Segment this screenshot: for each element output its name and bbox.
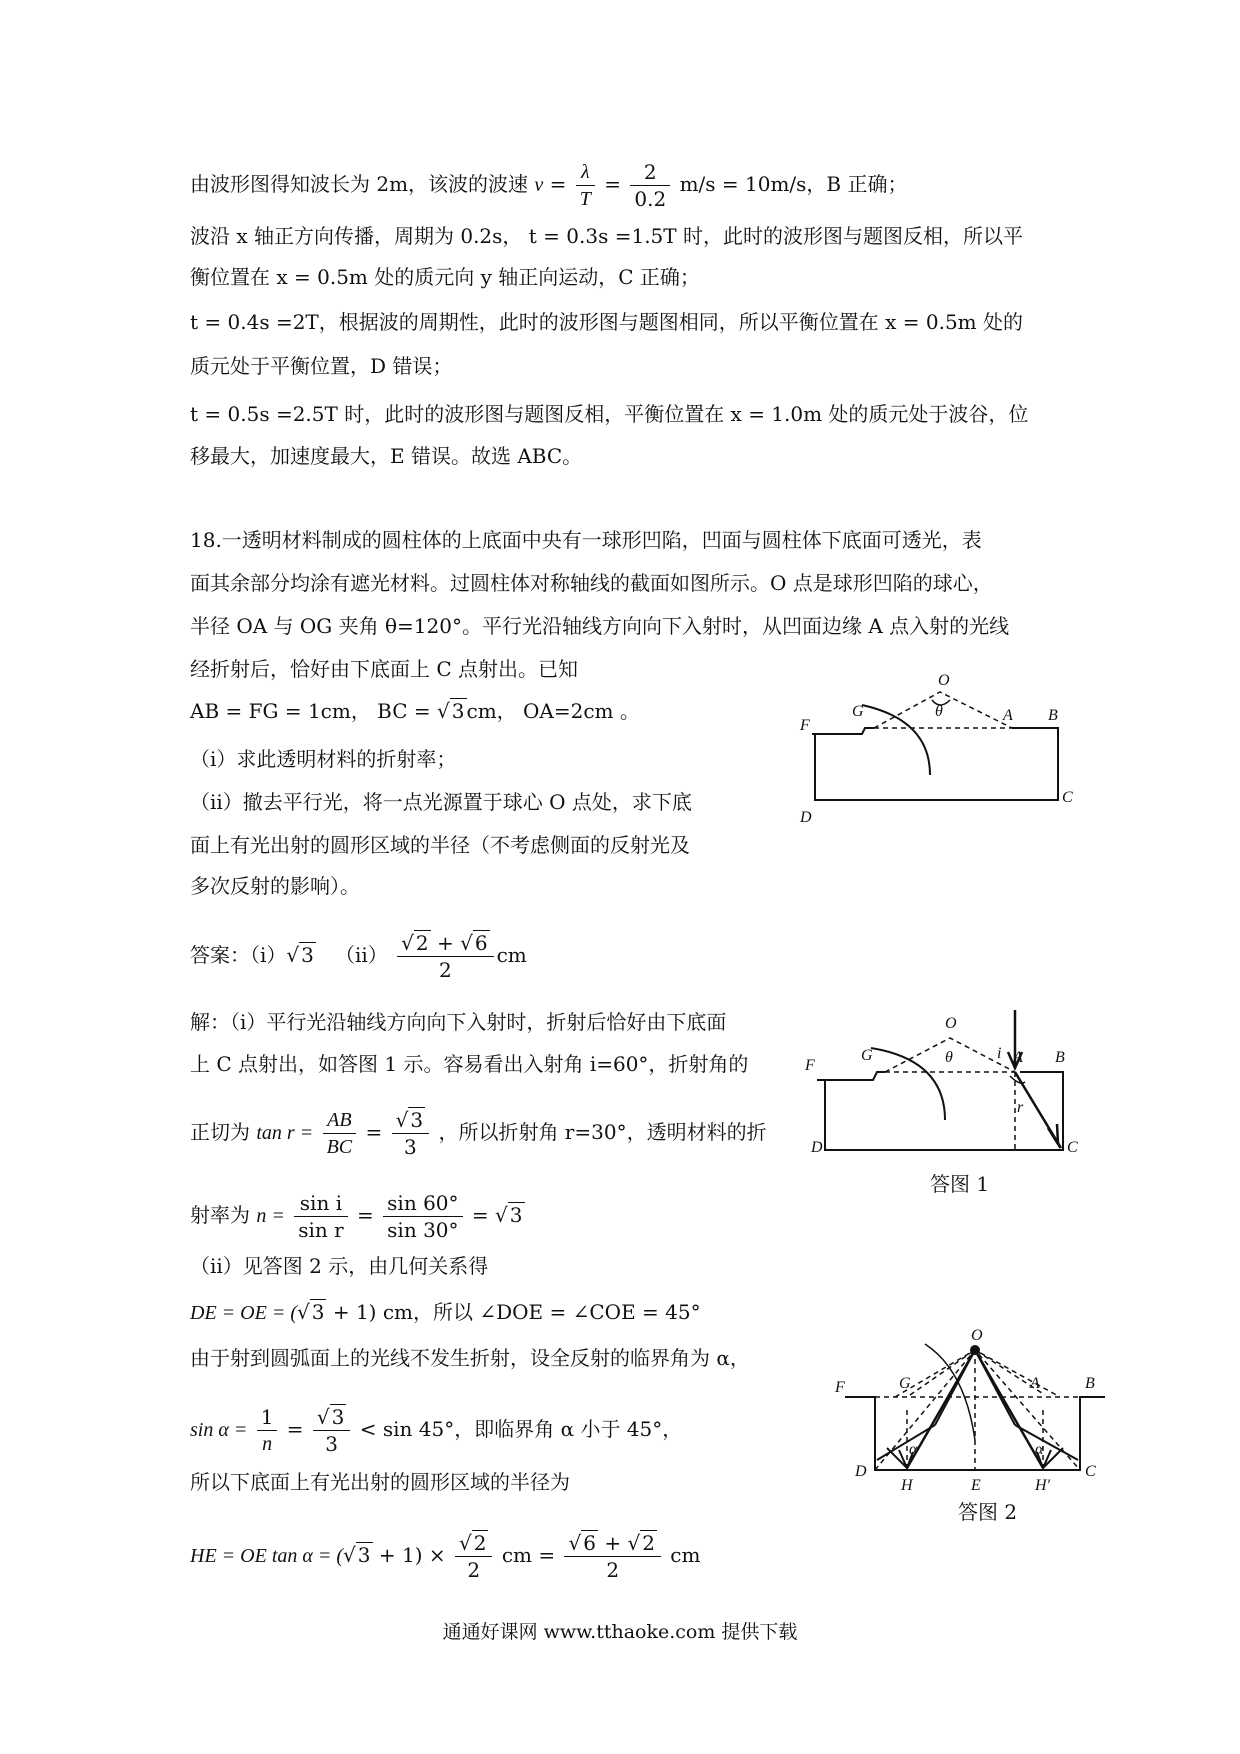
answer-fraction: $\frac{√ 2 + √ 6}{2}$ <box>397 930 493 983</box>
label-theta: θ <box>945 1049 953 1066</box>
label-B: B <box>1048 707 1058 724</box>
figure-answer-1 <box>805 1010 1085 1160</box>
caption-answer-1: 答图 1 <box>930 1172 990 1196</box>
p18-question-line-2: 面其余部分均涂有遮光材料。过圆柱体对称轴线的截面如图所示。O 点是球形凹陷的球心， <box>190 571 993 595</box>
label-r: r <box>1017 1099 1024 1116</box>
p18-question-line-3: 半径 OA 与 OG 夹角 θ=120°。平行光沿轴线方向向下入射时，从凹面边缘 A 点入射的光线 <box>190 614 1010 638</box>
label-D: D <box>811 1139 823 1156</box>
label-O: O <box>938 672 950 689</box>
label-A: A <box>1003 707 1013 724</box>
p17-line-6: t = 0.5s =2.5T 时，此时的波形图与题图反相，平衡位置在 x = 1.0m 处的质元处于波谷，位 <box>190 402 1029 426</box>
label-A: A <box>1013 1049 1023 1066</box>
p18-question-line-6: （i）求此透明材料的折射率； <box>190 747 457 771</box>
label-D: D <box>855 1463 867 1480</box>
math-v: v <box>534 174 544 196</box>
label-i: i <box>997 1045 1002 1062</box>
p18-question-line-5: AB = FG = 1cm， BC = √ 3 cm， OA=2cm 。 <box>190 699 640 723</box>
label-C: C <box>1085 1463 1096 1480</box>
sqrt-3: √ 3 <box>437 699 465 723</box>
label-F: F <box>805 1057 815 1074</box>
p18-question-line-8: 面上有光出射的圆形区域的半径（不考虑侧面的反射光及 <box>190 833 690 857</box>
page-footer: 通通好课网 www.tthaoke.com 提供下载 <box>442 1621 798 1643</box>
label-alpha-right: α <box>1035 1441 1044 1458</box>
label-H: H <box>901 1477 913 1494</box>
label-H-prime: H′ <box>1035 1477 1051 1494</box>
label-A: A <box>1030 1375 1040 1392</box>
label-F: F <box>800 717 810 734</box>
label-theta: θ <box>935 703 943 720</box>
caption-answer-2: 答图 2 <box>958 1500 1018 1524</box>
label-B: B <box>1055 1049 1065 1066</box>
figure-1-svg <box>800 670 1080 830</box>
p17-line-2: 波沿 x 轴正方向传播，周期为 0.2s， t = 0.3s =1.5T 时，此时的波形图与题图反相，所以平 <box>190 224 1023 248</box>
p17-line-3: 衡位置在 x = 0.5m 处的质元向 y 轴正向运动，C 正确； <box>190 265 700 289</box>
figure-answer-2 <box>835 1327 1115 1494</box>
text: 由波形图得知波长为 2m，该波的波速 <box>190 172 529 196</box>
label-alpha-left: α <box>909 1441 918 1458</box>
p18-solution-line-3: 正切为 tan r = $\frac{AB}{BC}$ = $\frac{√ 3}{3}$ ，所以折射角 r=30°，透明材料的折 <box>190 1108 767 1159</box>
fraction-lambda-T: $\frac{\lambda}{T}$ <box>576 159 595 212</box>
label-E: E <box>971 1477 981 1494</box>
p17-line-1: 由波形图得知波长为 2m，该波的波速 v = $\frac{\lambda}{T}$ = $\frac{2}{0.2}$ m/s = 10m/s，B 正确； <box>190 160 908 211</box>
label-F: F <box>835 1379 845 1396</box>
text: m/s = 10m/s，B 正确； <box>679 172 908 196</box>
p18-solution-line-7: 由于射到圆弧面上的光线不发生折射，设全反射的临界角为 α， <box>190 1346 750 1370</box>
p18-answer: 答案：（i）√ 3 （ii） $\frac{√ 2 + √ 6}{2}$ cm <box>190 931 527 982</box>
p18-solution-line-1: 解：（i）平行光沿轴线方向向下入射时，折射后恰好由下底面 <box>190 1010 727 1034</box>
figure-2-svg <box>805 1010 1085 1160</box>
label-D: D <box>800 809 812 826</box>
label-G: G <box>899 1375 911 1392</box>
p18-solution-line-9: 所以下底面上有光出射的圆形区域的半径为 <box>190 1470 570 1494</box>
label-G: G <box>852 703 864 720</box>
p18-solution-line-10: HE = OE tan α = (√ 3 + 1) × $\frac{√ 2}{2}$ cm = $\frac{√ 6 + √ 2}{2}$ cm <box>190 1531 701 1582</box>
label-O: O <box>945 1015 957 1032</box>
p18-question-line-7: （ii）撤去平行光，将一点光源置于球心 O 点处，求下底 <box>190 790 692 814</box>
label-B: B <box>1085 1375 1095 1392</box>
p18-solution-line-4: 射率为 n = $\frac{\text{sin i}}{\text{sin r}}$ = $\frac{\sin 60^\circ}{\sin 30^\circ}$ = √ 3 <box>190 1191 523 1242</box>
p17-line-7: 移最大，加速度最大，E 错误。故选 ABC。 <box>190 444 583 468</box>
p18-solution-line-5: （ii）见答图 2 示，由几何关系得 <box>190 1254 489 1278</box>
p18-question-line-1: 18.一透明材料制成的圆柱体的上底面中央有一球形凹陷，凹面与圆柱体下底面可透光，表 <box>190 528 982 552</box>
p18-solution-line-6: DE = OE = (√ 3 + 1) cm，所以 ∠DOE = ∠COE = 45° <box>190 1300 701 1324</box>
p17-line-5: 质元处于平衡位置，D 错误； <box>190 354 453 378</box>
figure-problem-18 <box>800 670 1080 830</box>
p17-line-4: t = 0.4s =2T，根据波的周期性，此时的波形图与题图相同，所以平衡位置在 x = 0.5m 处的 <box>190 310 1023 334</box>
label-C: C <box>1067 1139 1078 1156</box>
sqrt-3: √ 3 <box>286 943 314 967</box>
label-G: G <box>861 1047 873 1064</box>
p18-question-line-9: 多次反射的影响）。 <box>190 874 360 898</box>
p18-solution-line-8: sin α = $\frac{1}{n}$ = $\frac{√ 3}{3}$ < sin 45°，即临界角 α 小于 45°， <box>190 1405 683 1456</box>
p18-question-line-4: 经折射后，恰好由下底面上 C 点射出。已知 <box>190 657 579 681</box>
label-O: O <box>971 1327 983 1344</box>
p18-solution-line-2: 上 C 点射出，如答图 1 示。容易看出入射角 i=60°，折射角的 <box>190 1052 749 1076</box>
figure-3-svg <box>835 1327 1115 1494</box>
fraction-2-0.2: $\frac{2}{0.2}$ <box>630 159 670 212</box>
label-C: C <box>1062 789 1073 806</box>
